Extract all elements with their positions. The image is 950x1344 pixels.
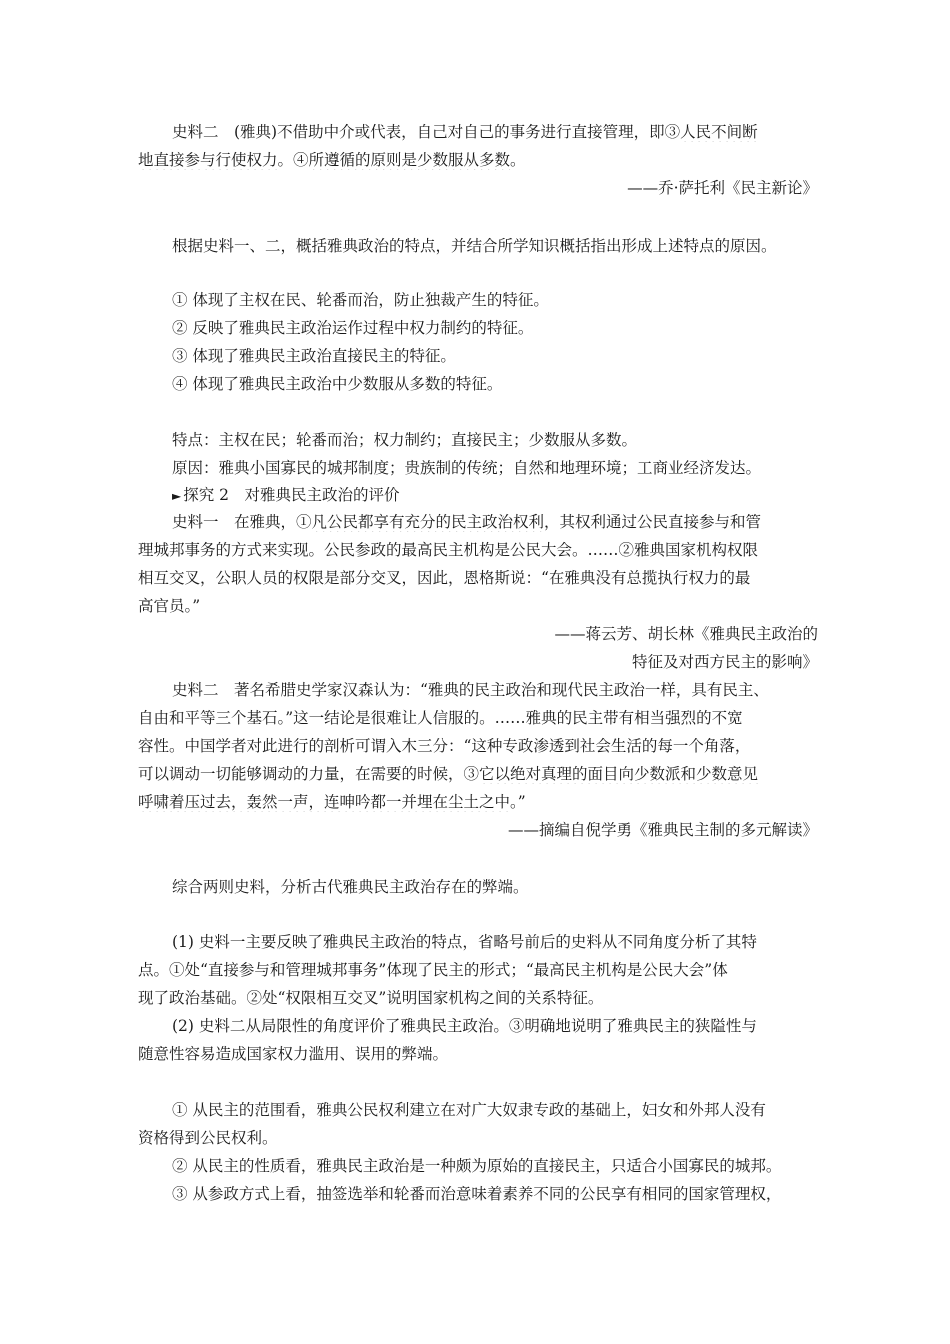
s1-line-3: 相互交叉，公职人员的权限是部分交叉，因此，恩格斯说：“在雅典没有总揽执行权力的最 bbox=[138, 569, 751, 587]
question-2: 综合两则史料，分析古代雅典民主政治存在的弊端。 bbox=[172, 878, 529, 896]
s1-citation-1: ——蒋云芳、胡长林《雅典民主政治的 bbox=[554, 625, 818, 643]
source2-line-2: 地直接参与行使权力。④所遵循的原则是少数服从多数。 bbox=[138, 151, 526, 169]
answer-3: ③ 从参政方式上看，抽签选举和轮番而治意味着素养不同的公民享有相同的国家管理权， bbox=[172, 1185, 782, 1203]
s2-line-5: 呼啸着压过去，轰然一声，连呻吟都一并埋在尘土之中。” bbox=[138, 793, 526, 811]
analysis-item-4: ④ 体现了雅典民主政治中少数服从多数的特征。 bbox=[172, 375, 503, 393]
underlined-text: 所遵循的原则是少数服从多数 bbox=[308, 151, 511, 169]
s2-line-3: 容性。中国学者对此进行的剖析可谓入木三分：“这种专政渗透到社会生活的每一个角落， bbox=[138, 737, 751, 755]
s1-line-1: 史料一 在雅典，①凡公民都享有充分的民主政治权利，其权利通过公民直接参与和管 bbox=[172, 513, 762, 531]
answer-features: 特点：主权在民；轮番而治；权力制约；直接民主；少数服从多数。 bbox=[172, 431, 638, 449]
answer-1-line-1: ① 从民主的范围看，雅典公民权利建立在对广大奴隶专政的基础上，妇女和外邦人没有 bbox=[172, 1101, 766, 1119]
analysis-item-3: ③ 体现了雅典民主政治直接民主的特征。 bbox=[172, 347, 456, 365]
analysis-item-2: ② 反映了雅典民主政治运作过程中权力制约的特征。 bbox=[172, 319, 534, 337]
s2-line-1: 史料二 著名希腊史学家汉森认为：“雅典的民主政治和现代民主政治一样，具有民主、 bbox=[172, 681, 769, 699]
s2-line-4: 可以调动一切能够调动的力量，在需要的时候，③它以绝对真理的面目向少数派和少数意见 bbox=[138, 765, 759, 783]
underlined-text: 地直接参与行使权力 bbox=[138, 151, 278, 169]
answer-reasons: 原因：雅典小国寡民的城邦制度；贵族制的传统；自然和地理环境；工商业经济发达。 bbox=[172, 459, 762, 477]
underlined-text: 它以绝对真理的面目向少数派和少数意见 bbox=[479, 765, 759, 783]
analysis-1-line-3: 现了政治基础。②处“权限相互交叉”说明国家机构之间的关系特征。 bbox=[138, 989, 604, 1007]
s1-line-4: 高官员。” bbox=[138, 597, 201, 615]
analysis-1-line-1: (1) 史料一主要反映了雅典民主政治的特点，省略号前后的史料从不同角度分析了其特 bbox=[172, 933, 757, 951]
answer-1-line-2: 资格得到公民权利。 bbox=[138, 1129, 278, 1147]
source2-line-1: 史料二 (雅典)不借助中介或代表，自己对自己的事务进行直接管理，即③人民不间断 bbox=[172, 123, 758, 141]
s2-line-2: 自由和平等三个基石。”这一结论是很难让人信服的。……雅典的民主带有相当强烈的不宽 bbox=[138, 709, 743, 727]
s2-citation: ——摘编自倪学勇《雅典民主制的多元解读》 bbox=[507, 821, 818, 839]
analysis-1-line-2: 点。①处“直接参与和管理城邦事务”体现了民主的形式；“最高民主机构是公民大会”体 bbox=[138, 961, 728, 979]
analysis-item-1: ① 体现了主权在民、轮番而治，防止独裁产生的特征。 bbox=[172, 291, 549, 309]
analysis-2-line-2: 随意性容易造成国家权力滥用、误用的弊端。 bbox=[138, 1045, 449, 1063]
question-1: 根据史料一、二，概括雅典政治的特点，并结合所学知识概括指出形成上述特点的原因。 bbox=[172, 237, 777, 255]
s1-line-2: 理城邦事务的方式来实现。公民参政的最高民主机构是公民大会。……②雅典国家机构权限 bbox=[138, 541, 759, 559]
source2-citation: ——乔·萨托利《民主新论》 bbox=[627, 179, 818, 197]
s1-citation-2: 特征及对西方民主的影响》 bbox=[631, 653, 818, 671]
analysis-2-line-1: (2) 史料二从局限性的角度评价了雅典民主政治。③明确地说明了雅典民主的狭隘性与 bbox=[172, 1017, 757, 1035]
triangle-marker-icon: ► bbox=[172, 489, 182, 503]
underlined-text: 凡公民都享有充分的民主政治权利 bbox=[311, 513, 545, 531]
section-heading: ► 探究 2 对雅典民主政治的评价 bbox=[172, 486, 400, 504]
underlined-text: 人民不间断 bbox=[680, 123, 758, 141]
underlined-text: 呼啸着压过去，轰然一声，连呻吟都一并埋在尘土之中 bbox=[138, 793, 511, 811]
answer-2: ② 从民主的性质看，雅典民主政治是一种颇为原始的直接民主，只适合小国寡民的城邦。 bbox=[172, 1157, 782, 1175]
